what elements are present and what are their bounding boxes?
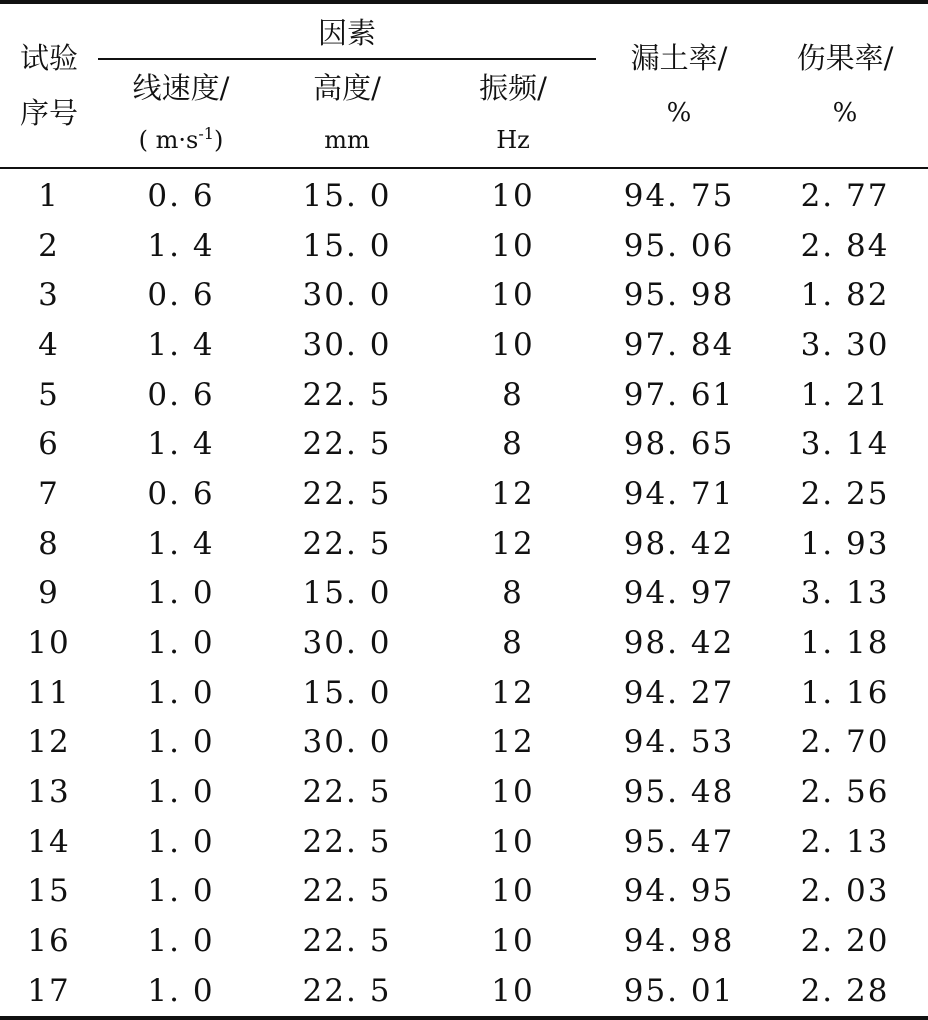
leak-rate-cell: 98. 42 xyxy=(623,625,735,662)
speed-unit-close: ) xyxy=(213,125,224,154)
frequency-cell: 8 xyxy=(502,575,524,612)
leak-rate-cell: 98. 42 xyxy=(623,525,735,562)
speed-cell: 1. 0 xyxy=(147,873,215,910)
frequency-cell: 8 xyxy=(502,625,524,662)
height-cell: 22. 5 xyxy=(302,426,392,463)
table-row xyxy=(0,270,928,320)
leak-rate-cell: 95. 98 xyxy=(623,277,735,314)
speed-cell: 1. 0 xyxy=(147,774,215,811)
damage-rate-cell: 3. 14 xyxy=(800,426,890,463)
trial-number-label-line2: 序号 xyxy=(19,95,78,130)
damage-rate-cell: 2. 20 xyxy=(800,923,890,960)
table-row xyxy=(0,569,928,619)
height-cell: 22. 5 xyxy=(264,966,430,1018)
height-cell: 15. 0 xyxy=(302,575,392,612)
speed-cell: 1. 0 xyxy=(147,923,215,960)
height-cell: 15. 0 xyxy=(302,177,392,214)
leak-rate-cell: 94. 97 xyxy=(623,575,735,612)
height-cell: 22. 5 xyxy=(302,873,392,910)
frequency-unit: Hz xyxy=(496,125,530,154)
speed-cell: 0. 6 xyxy=(147,177,215,214)
height-cell: 30. 0 xyxy=(302,625,392,662)
speed-cell: 1. 4 xyxy=(147,525,215,562)
trial-number-cell: 3 xyxy=(38,277,60,314)
height-cell: 30. 0 xyxy=(302,724,392,761)
damage-rate-cell: 2. 03 xyxy=(800,873,890,910)
table-row xyxy=(0,221,928,271)
table-row xyxy=(0,469,928,519)
frequency-cell: 8 xyxy=(502,376,524,413)
leak-rate-unit: % xyxy=(666,97,692,128)
leak-rate-cell: 95. 01 xyxy=(596,966,762,1018)
height-cell: 22. 5 xyxy=(302,525,392,562)
damage-rate-cell: 2. 70 xyxy=(800,724,890,761)
damage-rate-cell: 2. 77 xyxy=(800,177,890,214)
frequency-label: 振频/ xyxy=(479,70,547,105)
speed-unit-superscript: -1 xyxy=(198,123,214,143)
table-row xyxy=(0,419,928,469)
height-cell: 22. 5 xyxy=(302,475,392,512)
table-row xyxy=(0,817,928,867)
trial-number-cell: 10 xyxy=(27,625,71,662)
damage-rate-cell: 1. 93 xyxy=(800,525,890,562)
frequency-cell: 12 xyxy=(491,724,535,761)
damage-rate-cell: 1. 16 xyxy=(800,674,890,711)
damage-rate-cell: 1. 82 xyxy=(800,277,890,314)
speed-cell: 0. 6 xyxy=(147,475,215,512)
damage-rate-label: 伤果率/ xyxy=(796,40,894,75)
table-header xyxy=(0,2,928,168)
leak-rate-cell: 95. 06 xyxy=(623,227,735,264)
speed-cell: 0. 6 xyxy=(147,277,215,314)
frequency-cell: 10 xyxy=(430,966,596,1018)
trial-number-cell: 6 xyxy=(38,426,60,463)
damage-rate-cell: 2. 28 xyxy=(762,966,928,1018)
frequency-cell: 10 xyxy=(491,923,535,960)
height-label: 高度/ xyxy=(313,70,381,105)
damage-rate-cell: 2. 84 xyxy=(800,227,890,264)
height-unit: mm xyxy=(324,125,370,154)
damage-rate-cell: 2. 13 xyxy=(800,823,890,860)
speed-cell: 0. 6 xyxy=(147,376,215,413)
table-row xyxy=(0,168,928,221)
speed-cell: 1. 0 xyxy=(147,674,215,711)
trial-number-cell: 17 xyxy=(0,966,98,1018)
table-body xyxy=(0,168,928,1018)
leak-rate-cell: 98. 65 xyxy=(623,426,735,463)
damage-rate-unit: % xyxy=(832,97,858,128)
frequency-cell: 12 xyxy=(491,525,535,562)
factors-header xyxy=(98,2,596,59)
trial-number-cell: 1 xyxy=(38,177,60,214)
leak-rate-cell: 94. 75 xyxy=(623,177,735,214)
speed-cell: 1. 4 xyxy=(147,426,215,463)
trial-number-cell: 4 xyxy=(38,326,60,363)
height-cell: 15. 0 xyxy=(302,674,392,711)
frequency-cell: 12 xyxy=(491,674,535,711)
height-cell: 22. 5 xyxy=(302,823,392,860)
table-row xyxy=(0,320,928,370)
speed-header xyxy=(98,59,264,112)
damage-rate-cell: 1. 21 xyxy=(800,376,890,413)
damage-rate-cell: 3. 13 xyxy=(800,575,890,612)
table-row xyxy=(0,966,928,1018)
leak-rate-cell: 94. 98 xyxy=(623,923,735,960)
trial-number-cell: 13 xyxy=(27,774,71,811)
factors-label: 因素 xyxy=(318,15,377,50)
frequency-cell: 10 xyxy=(491,326,535,363)
trial-number-cell: 9 xyxy=(38,575,60,612)
trial-number-label-line1: 试验 xyxy=(19,40,78,75)
trial-number-cell: 8 xyxy=(38,525,60,562)
height-cell: 30. 0 xyxy=(302,277,392,314)
table-row xyxy=(0,767,928,817)
table-row xyxy=(0,867,928,917)
leak-rate-cell: 97. 61 xyxy=(623,376,735,413)
damage-rate-cell: 2. 25 xyxy=(800,475,890,512)
frequency-cell: 10 xyxy=(491,823,535,860)
trial-number-cell: 7 xyxy=(38,475,60,512)
leak-rate-cell: 94. 53 xyxy=(623,724,735,761)
leak-rate-label: 漏土率/ xyxy=(630,40,728,75)
table-row xyxy=(0,916,928,966)
speed-cell: 1. 0 xyxy=(147,575,215,612)
speed-cell: 1. 4 xyxy=(147,227,215,264)
damage-rate-cell: 1. 18 xyxy=(800,625,890,662)
table-row xyxy=(0,519,928,569)
frequency-unit-cell xyxy=(430,112,596,168)
leak-rate-cell: 94. 71 xyxy=(623,475,735,512)
speed-label: 线速度/ xyxy=(132,70,230,105)
height-cell: 22. 5 xyxy=(302,376,392,413)
damage-rate-header xyxy=(762,2,928,168)
height-header xyxy=(264,59,430,112)
frequency-cell: 8 xyxy=(502,426,524,463)
trial-number-cell: 15 xyxy=(27,873,71,910)
frequency-cell: 12 xyxy=(491,475,535,512)
trial-number-cell: 14 xyxy=(27,823,71,860)
speed-cell: 1. 0 xyxy=(147,724,215,761)
height-cell: 30. 0 xyxy=(302,326,392,363)
table-row xyxy=(0,718,928,768)
frequency-cell: 10 xyxy=(491,177,535,214)
frequency-cell: 10 xyxy=(491,277,535,314)
leak-rate-cell: 97. 84 xyxy=(623,326,735,363)
speed-unit-cell xyxy=(98,112,264,168)
table-row xyxy=(0,668,928,718)
frequency-cell: 10 xyxy=(491,227,535,264)
speed-cell: 1. 0 xyxy=(98,966,264,1018)
leak-rate-cell: 95. 47 xyxy=(623,823,735,860)
speed-unit-open: ( m·s xyxy=(138,125,199,154)
frequency-header xyxy=(430,59,596,112)
table-row xyxy=(0,618,928,668)
table-row xyxy=(0,370,928,420)
trial-number-cell: 11 xyxy=(27,674,71,711)
trial-number-header xyxy=(0,2,98,168)
height-cell: 22. 5 xyxy=(302,774,392,811)
trial-number-cell: 2 xyxy=(38,227,60,264)
leak-rate-header xyxy=(596,2,762,168)
speed-cell: 1. 4 xyxy=(147,326,215,363)
leak-rate-cell: 95. 48 xyxy=(623,774,735,811)
damage-rate-cell: 3. 30 xyxy=(800,326,890,363)
height-cell: 22. 5 xyxy=(302,923,392,960)
frequency-cell: 10 xyxy=(491,873,535,910)
frequency-cell: 10 xyxy=(491,774,535,811)
trial-number-cell: 16 xyxy=(27,923,71,960)
height-cell: 15. 0 xyxy=(302,227,392,264)
leak-rate-cell: 94. 27 xyxy=(623,674,735,711)
damage-rate-cell: 2. 56 xyxy=(800,774,890,811)
speed-cell: 1. 0 xyxy=(147,625,215,662)
trial-number-cell: 5 xyxy=(38,376,60,413)
height-unit-cell xyxy=(264,112,430,168)
leak-rate-cell: 94. 95 xyxy=(623,873,735,910)
speed-cell: 1. 0 xyxy=(147,823,215,860)
header-row-1 xyxy=(0,2,928,59)
trial-number-cell: 12 xyxy=(27,724,71,761)
